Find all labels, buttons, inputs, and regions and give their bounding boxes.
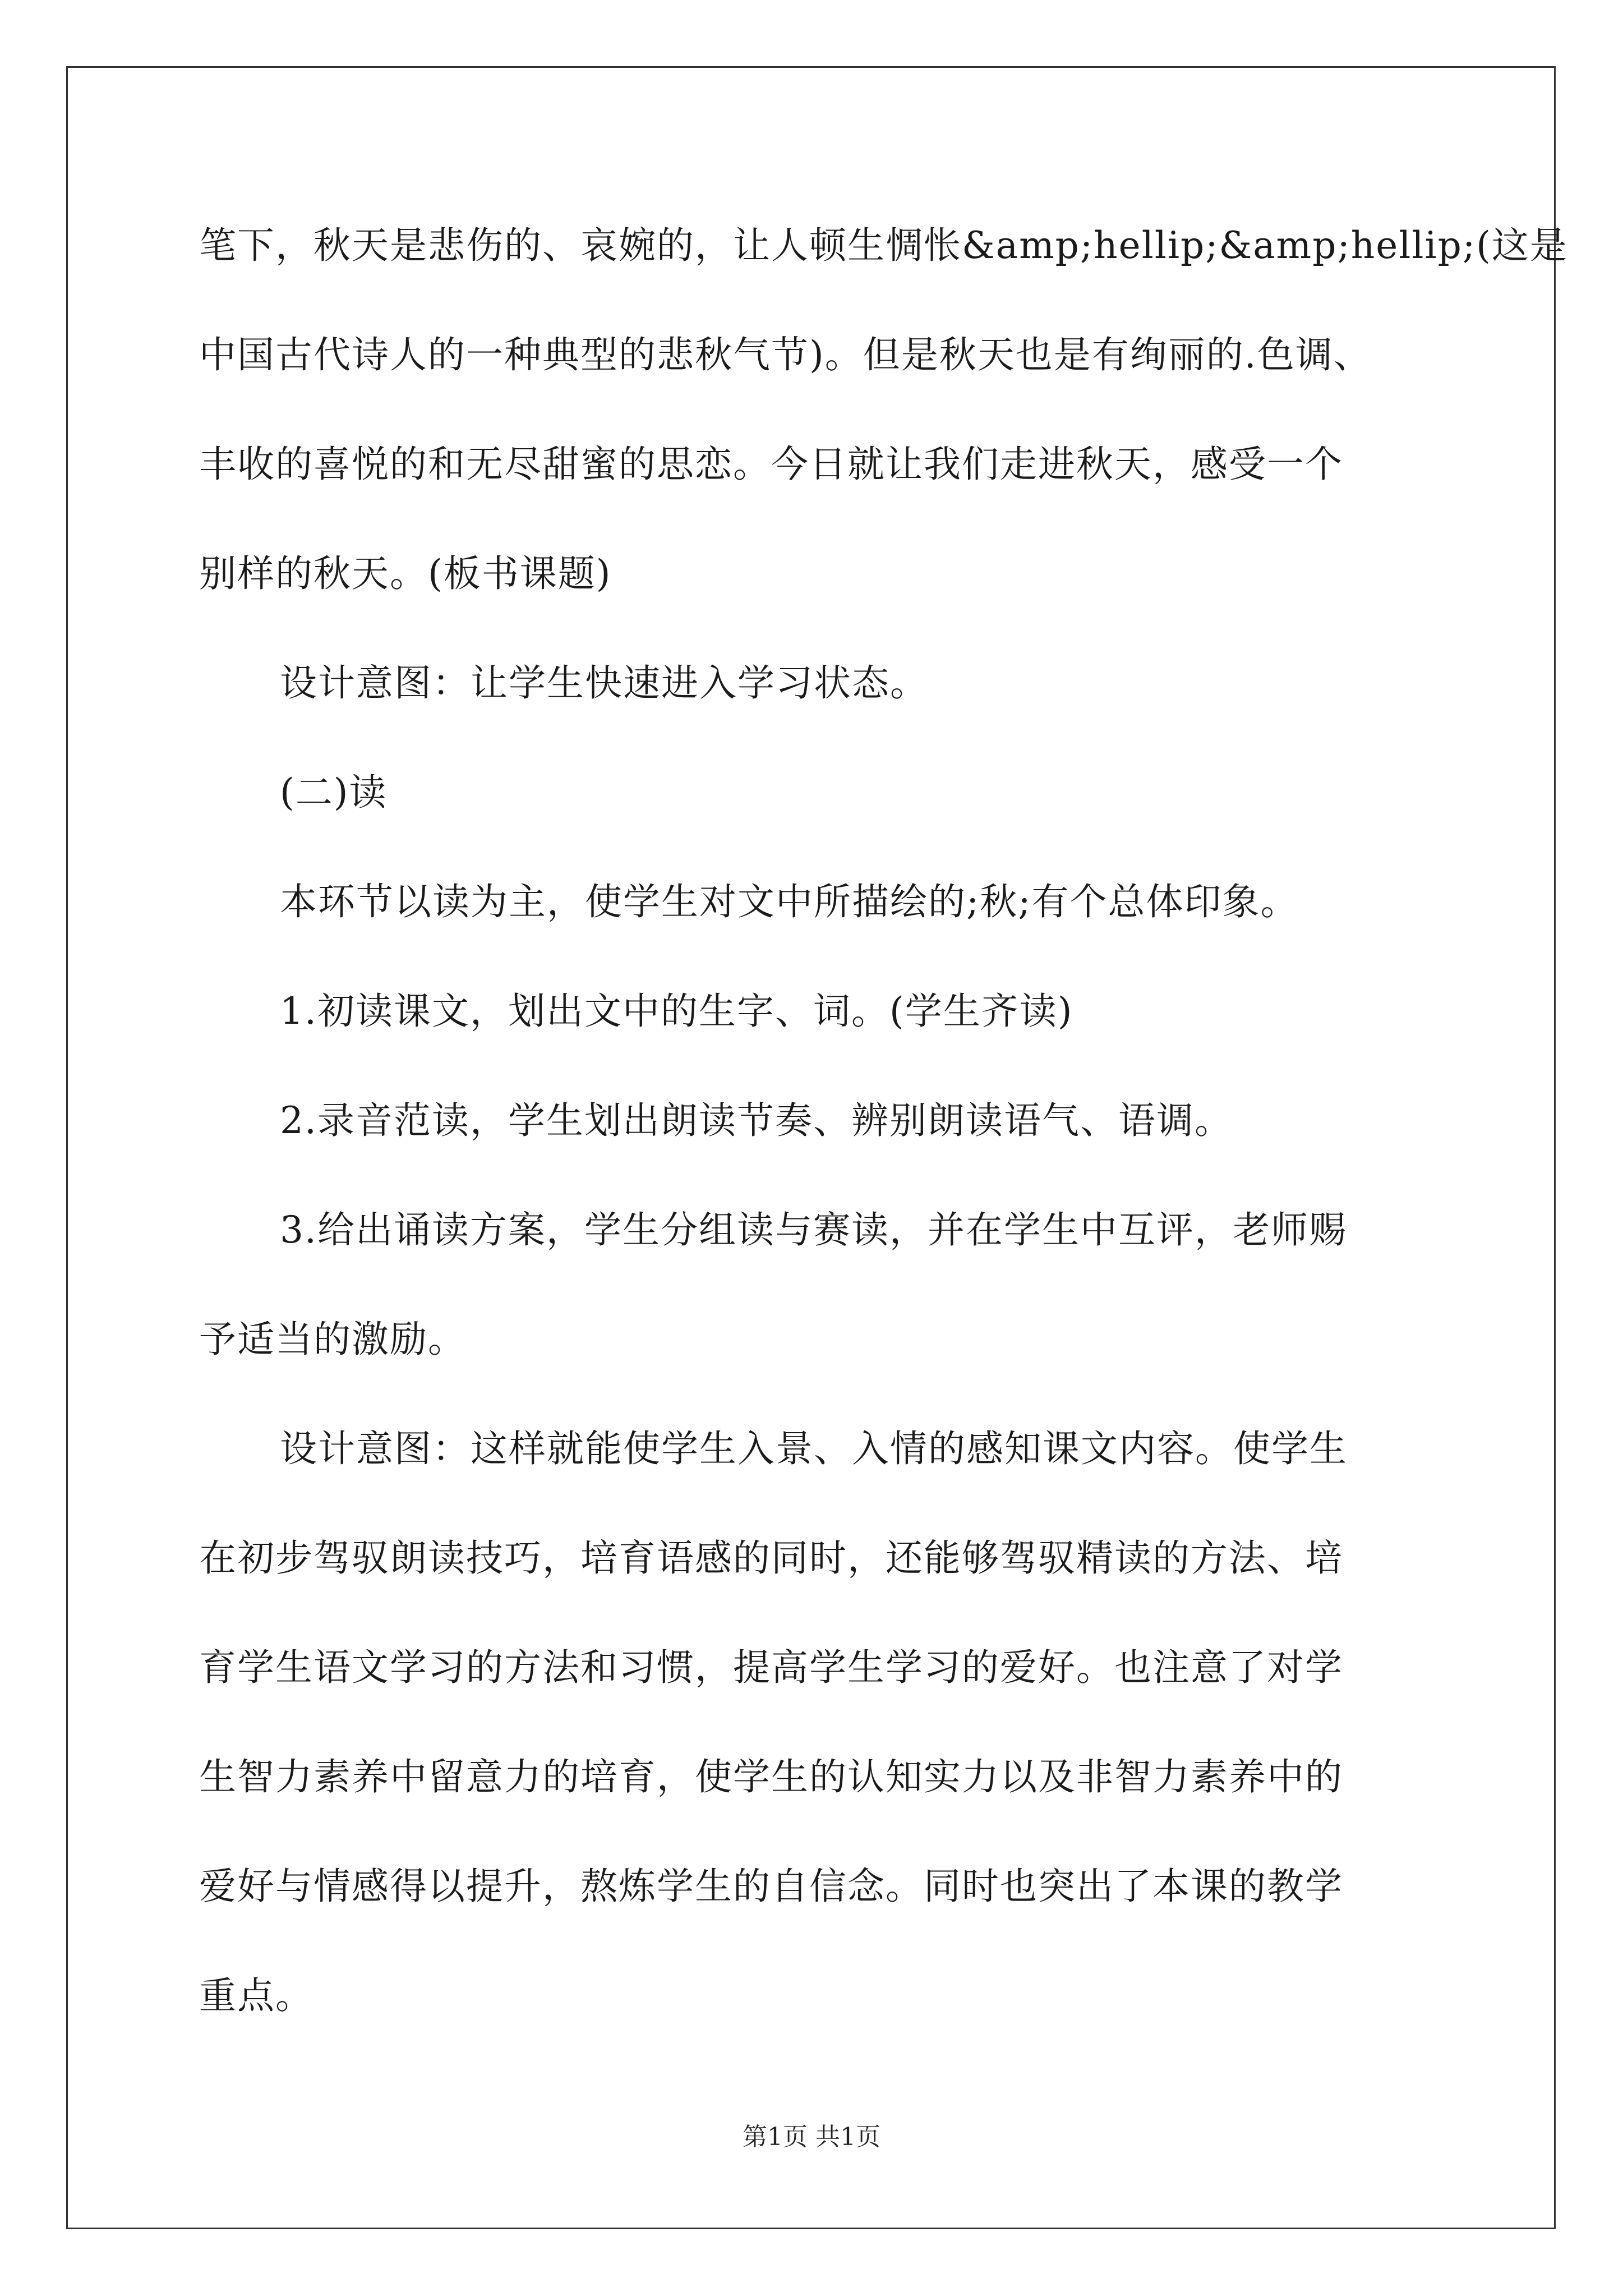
text-line-3: 丰收的喜悦的和无尽甜蜜的思恋。今日就让我们走进秋天，感受一个 xyxy=(199,443,1343,486)
text-line-16: 爱好与情感得以提升，熬炼学生的自信念。同时也突出了本课的教学 xyxy=(199,1865,1343,1908)
list-item-3: 3.给出诵读方案，学生分组读与赛读，并在学生中互评，老师赐 xyxy=(280,1208,1347,1251)
text-line-14: 育学生语文学习的方法和习惯，提高学生学习的爱好。也注意了对学 xyxy=(199,1646,1343,1689)
text-line-12: 设计意图：这样就能使学生入景、入情的感知课文内容。使学生 xyxy=(280,1427,1348,1470)
text-line-1: 笔下，秋天是悲伤的、哀婉的，让人顿生惆怅&amp;hellip;&amp;hellip;(这是 xyxy=(199,224,1568,267)
list-item-1: 1.初读课文，划出文中的生字、词。(学生齐读) xyxy=(280,990,1073,1033)
text-line-15: 生智力素养中留意力的培育，使学生的认知实力以及非智力素养中的 xyxy=(199,1755,1343,1798)
text-line-17: 重点。 xyxy=(199,1974,313,2017)
text-line-13: 在初步驾驭朗读技巧，培育语感的同时，还能够驾驭精读的方法、培 xyxy=(199,1536,1343,1580)
list-item-2: 2.录音范读，学生划出朗读节奏、辨别朗读语气、语调。 xyxy=(280,1099,1233,1142)
page-number-footer: 第1页 共1页 xyxy=(743,2123,880,2151)
text-line-5: 设计意图：让学生快速进入学习状态。 xyxy=(280,661,928,705)
text-line-4: 别样的秋天。(板书课题) xyxy=(199,552,612,595)
text-line-2: 中国古代诗人的一种典型的悲秋气节)。但是秋天也是有绚丽的.色调、 xyxy=(199,333,1372,376)
text-line-11: 予适当的激励。 xyxy=(199,1318,466,1361)
section-heading-read: (二)读 xyxy=(280,771,388,814)
text-line-7: 本环节以读为主，使学生对文中所描绘的;秋;有个总体印象。 xyxy=(280,880,1299,923)
